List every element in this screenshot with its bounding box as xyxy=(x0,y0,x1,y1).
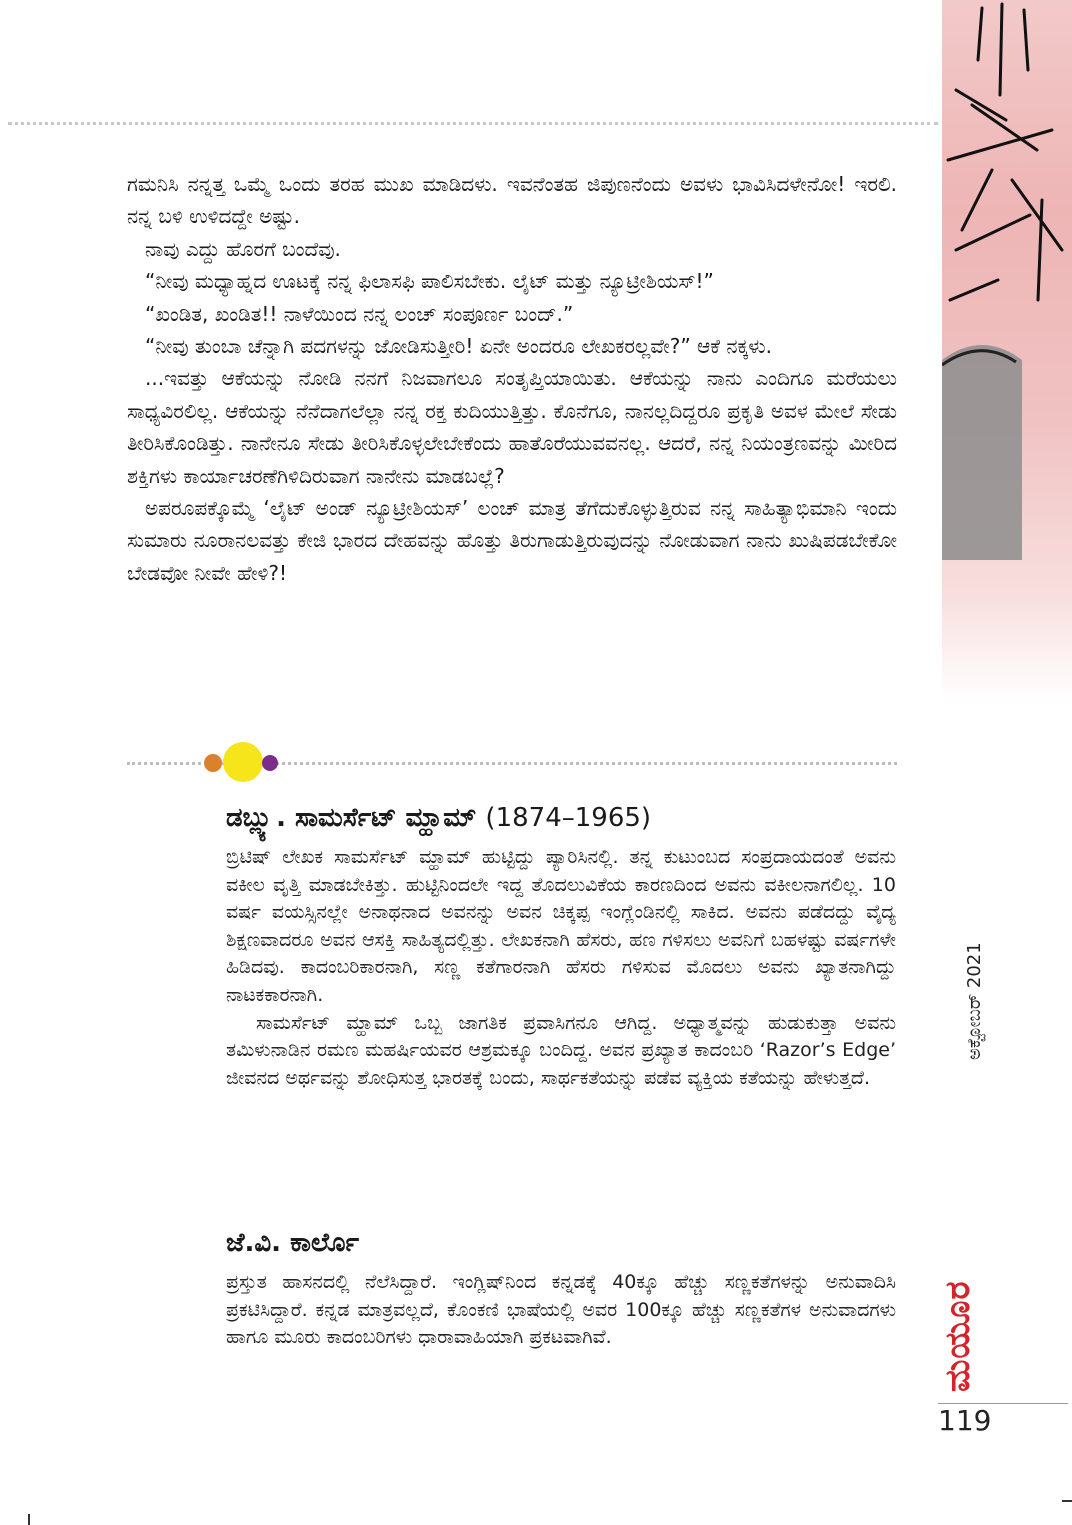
translator-bio xyxy=(226,1225,896,1352)
purple-dot xyxy=(262,755,278,771)
illustration-strip xyxy=(942,0,1072,700)
story-paragraph: “ಖಂಡಿತ, ಖಂಡಿತ!! ನಾಳೆಯಿಂದ ನನ್ನ ಲಂಚ್ ಸಂಪೂರ್ಣ ಬಂದ್.” xyxy=(145,301,574,326)
yellow-dot xyxy=(223,742,263,782)
top-dotted-rule xyxy=(8,122,938,125)
story-paragraph: ...ಇವತ್ತು ಆಕೆಯನ್ನು ನೋಡಿ ನನಗೆ ನಿಜವಾಗಲೂ ಸಂತೃಪ್ತಿಯಾಯಿತು. ಆಕೆಯನ್ನು ನಾನು ಎಂದಿಗೂ ಮರೆಯಲು ಸಾಧ್ಯವಿರಲಿಲ್ಲ. ಆಕೆಯನ್ನು ನೆನೆದಾಗಲೆಲ್ಲಾ ನನ್ನ ರಕ್ತ ಕುದಿಯುತ್ತಿತ್ತು. ಕೊನೆಗೂ, ನಾನಲ್ಲದಿದ್ದರೂ ಪ್ರಕೃತಿ ಅವಳ ಮೇಲೆ ಸೇಡು ತೀರಿಸಿಕೊಂಡಿತ್ತು. ನಾನೇನೂ ಸೇಡು ತೀರಿಸಿಕೊಳ್ಳಲೇಬೇಕೆಂದು ಹಾತೊರೆಯುವವನಲ್ಲ. ಆದರೆ, ನನ್ನ ನಿಯಂತ್ರಣವನ್ನು ಮೀರಿದ ಶಕ್ತಿಗಳು ಕಾರ್ಯಾಚರಣೆಗಿಳಿದಿರುವಾಗ ನಾನೇನು ಮಾಡಬಲ್ಲೆ? xyxy=(127,366,897,488)
story-paragraph: ಅಪರೂಪಕ್ಕೊಮ್ಮೆ ‘ಲೈಟ್ ಅಂಡ್ ನ್ಯೂಟ್ರೀಶಿಯಸ್’ ಲಂಚ್ ಮಾತ್ರ ತೆಗೆದುಕೊಳ್ಳುತ್ತಿರುವ ನನ್ನ ಸಾಹಿತ್ಯಾಭಿಮಾನಿ ಇಂದು ಸುಮಾರು ನೂರಾನಲವತ್ತು ಕೇಜಿ ಭಾರದ ದೇಹವನ್ನು ಹೊತ್ತು ತಿರುಗಾಡುತ್ತಿರುವುದನ್ನು ನೋಡುವಾಗ ನಾನು ಖುಷಿಪಡಬೇಕೋ ಬೇಡವೋ ನೀವೇ ಹೇಳಿ?! xyxy=(127,496,897,585)
translator-name: ಜೆ.ವಿ. ಕಾರ್ಲೊ xyxy=(226,1228,359,1258)
decorative-dots xyxy=(200,740,290,786)
crop-mark xyxy=(1062,1500,1072,1502)
magazine-logo: ಮಯೂರ xyxy=(938,1280,978,1392)
sketch-lines-illustration xyxy=(942,0,1072,700)
author-bio xyxy=(226,800,896,1092)
crop-mark xyxy=(28,1514,30,1525)
story-paragraph: “ನೀವು ತುಂಬಾ ಚೆನ್ನಾಗಿ ಪದಗಳನ್ನು ಜೋಡಿಸುತ್ತೀರಿ! ಏನೇ ಅಂದರೂ ಲೇಖಕರಲ್ಲವೇ?” ಆಕೆ ನಕ್ಕಳು. xyxy=(145,334,773,359)
story-text xyxy=(127,168,897,589)
author-years: (1874–1965) xyxy=(485,803,652,833)
page-number: 119 xyxy=(938,1404,992,1437)
author-name: ಡಬ್ಲ್ಯು. ಸಾಮರ್ಸೆಟ್ ಮ್ಹಾಮ್ xyxy=(226,803,477,833)
story-paragraph: ನಾವು ಎದ್ದು ಹೊರಗೆ ಬಂದೆವು. xyxy=(145,236,341,261)
author-bio-paragraph: ಸಾಮರ್ಸೆಟ್ ಮ್ಹಾಮ್ ಒಬ್ಬ ಜಾಗತಿಕ ಪ್ರವಾಸಿಗನೂ ಆಗಿದ್ದ. ಅಧ್ಯಾತ್ಮವನ್ನು ಹುಡುಕುತ್ತಾ ಅವನು ತಮಿಳುನಾಡಿನ ರಮಣ ಮಹರ್ಷಿಯವರ ಆಶ್ರಮಕ್ಕೂ ಬಂದಿದ್ದ. ಅವನ ಪ್ರಖ್ಯಾತ ಕಾದಂಬರಿ ‘Razor’s Edge’ ಜೀವನದ ಅರ್ಥವನ್ನು ಶೋಧಿಸುತ್ತ ಭಾರತಕ್ಕೆ ಬಂದು, ಸಾರ್ಥಕತೆಯನ್ನು ಪಡೆವ ವ್ಯಕ್ತಿಯ ಕತೆಯನ್ನು ಹೇಳುತ್ತದೆ. xyxy=(226,1011,896,1089)
author-bio-paragraph: ಬ್ರಿಟಿಷ್ ಲೇಖಕ ಸಾಮರ್ಸೆಟ್ ಮ್ಹಾಮ್ ಹುಟ್ಟಿದ್ದು ಪ್ಯಾರಿಸಿನಲ್ಲಿ. ತನ್ನ ಕುಟುಂಬದ ಸಂಪ್ರದಾಯದಂತೆ ಅವನು ವಕೀಲ ವೃತ್ತಿ ಮಾಡಬೇಕಿತ್ತು. ಹುಟ್ಟಿನಿಂದಲೇ ಇದ್ದ ತೊದಲುವಿಕೆಯ ಕಾರಣದಿಂದ ಅವನು ವಕೀಲನಾಗಲಿಲ್ಲ. 10 ವರ್ಷ ವಯಸ್ಸಿನಲ್ಲೇ ಅನಾಥನಾದ ಅವನನ್ನು ಅವನ ಚಿಕ್ಕಪ್ಪ ಇಂಗ್ಲೆಂಡಿನಲ್ಲಿ ಸಾಕಿದ. ಅವನು ಪಡೆದದ್ದು ವೈದ್ಯ ಶಿಕ್ಷಣವಾದರೂ ಅವನ ಆಸಕ್ತಿ ಸಾಹಿತ್ಯದಲ್ಲಿತ್ತು. ಲೇಖಕನಾಗಿ ಹೆಸರು, ಹಣ ಗಳಿಸಲು ಅವನಿಗೆ ಬಹಳಷ್ಟು ವರ್ಷಗಳೇ ಹಿಡಿದವು. ಕಾದಂಬರಿಕಾರನಾಗಿ, ಸಣ್ಣ ಕತೆಗಾರನಾಗಿ ಹೆಸರು ಗಳಿಸುವ ಮೊದಲು ಅವನು ಖ್ಯಾತನಾಗಿದ್ದು ನಾಟಕಕಾರನಾಗಿ. xyxy=(226,846,896,1006)
translator-bio-paragraph: ಪ್ರಸ್ತುತ ಹಾಸನದಲ್ಲಿ ನೆಲೆಸಿದ್ದಾರೆ. ಇಂಗ್ಲಿಷ್‌ನಿಂದ ಕನ್ನಡಕ್ಕೆ 40ಕ್ಕೂ ಹೆಚ್ಚು ಸಣ್ಣಕತೆಗಳನ್ನು ಅನುವಾದಿಸಿ ಪ್ರಕಟಿಸಿದ್ದಾರೆ. ಕನ್ನಡ ಮಾತ್ರವಲ್ಲದೆ, ಕೊಂಕಣಿ ಭಾಷೆಯಲ್ಲಿ ಅವರ 100ಕ್ಕೂ ಹೆಚ್ಚು ಸಣ್ಣಕತೆಗಳ ಅನುವಾದಗಳು ಹಾಗೂ ಮೂರು ಕಾದಂಬರಿಗಳು ಧಾರಾವಾಹಿಯಾಗಿ ಪ್ರಕಟವಾಗಿವೆ. xyxy=(226,1271,896,1349)
story-paragraph: “ನೀವು ಮಧ್ಯಾಹ್ನದ ಊಟಕ್ಕೆ ನನ್ನ ಫಿಲಾಸಫಿ ಪಾಲಿಸಬೇಕು. ಲೈಟ್ ಮತ್ತು ನ್ಯೂಟ್ರೀಶಿಯಸ್!” xyxy=(145,269,714,294)
issue-date: ಅಕ್ಟೋಬರ್ 2021 xyxy=(964,942,985,1060)
orange-dot xyxy=(204,754,222,772)
story-paragraph: ಗಮನಿಸಿ ನನ್ನತ್ತ ಒಮ್ಮೆ ಒಂದು ತರಹ ಮುಖ ಮಾಡಿದಳು. ಇವನೆಂತಹ ಜಿಪುಣನೆಂದು ಅವಳು ಭಾವಿಸಿದಳೇನೋ! ಇರಲಿ. ನನ್ನ ಬಳಿ ಉಳಿದದ್ದೇ ಅಷ್ಟು. xyxy=(127,172,897,229)
author-heading xyxy=(226,800,896,836)
